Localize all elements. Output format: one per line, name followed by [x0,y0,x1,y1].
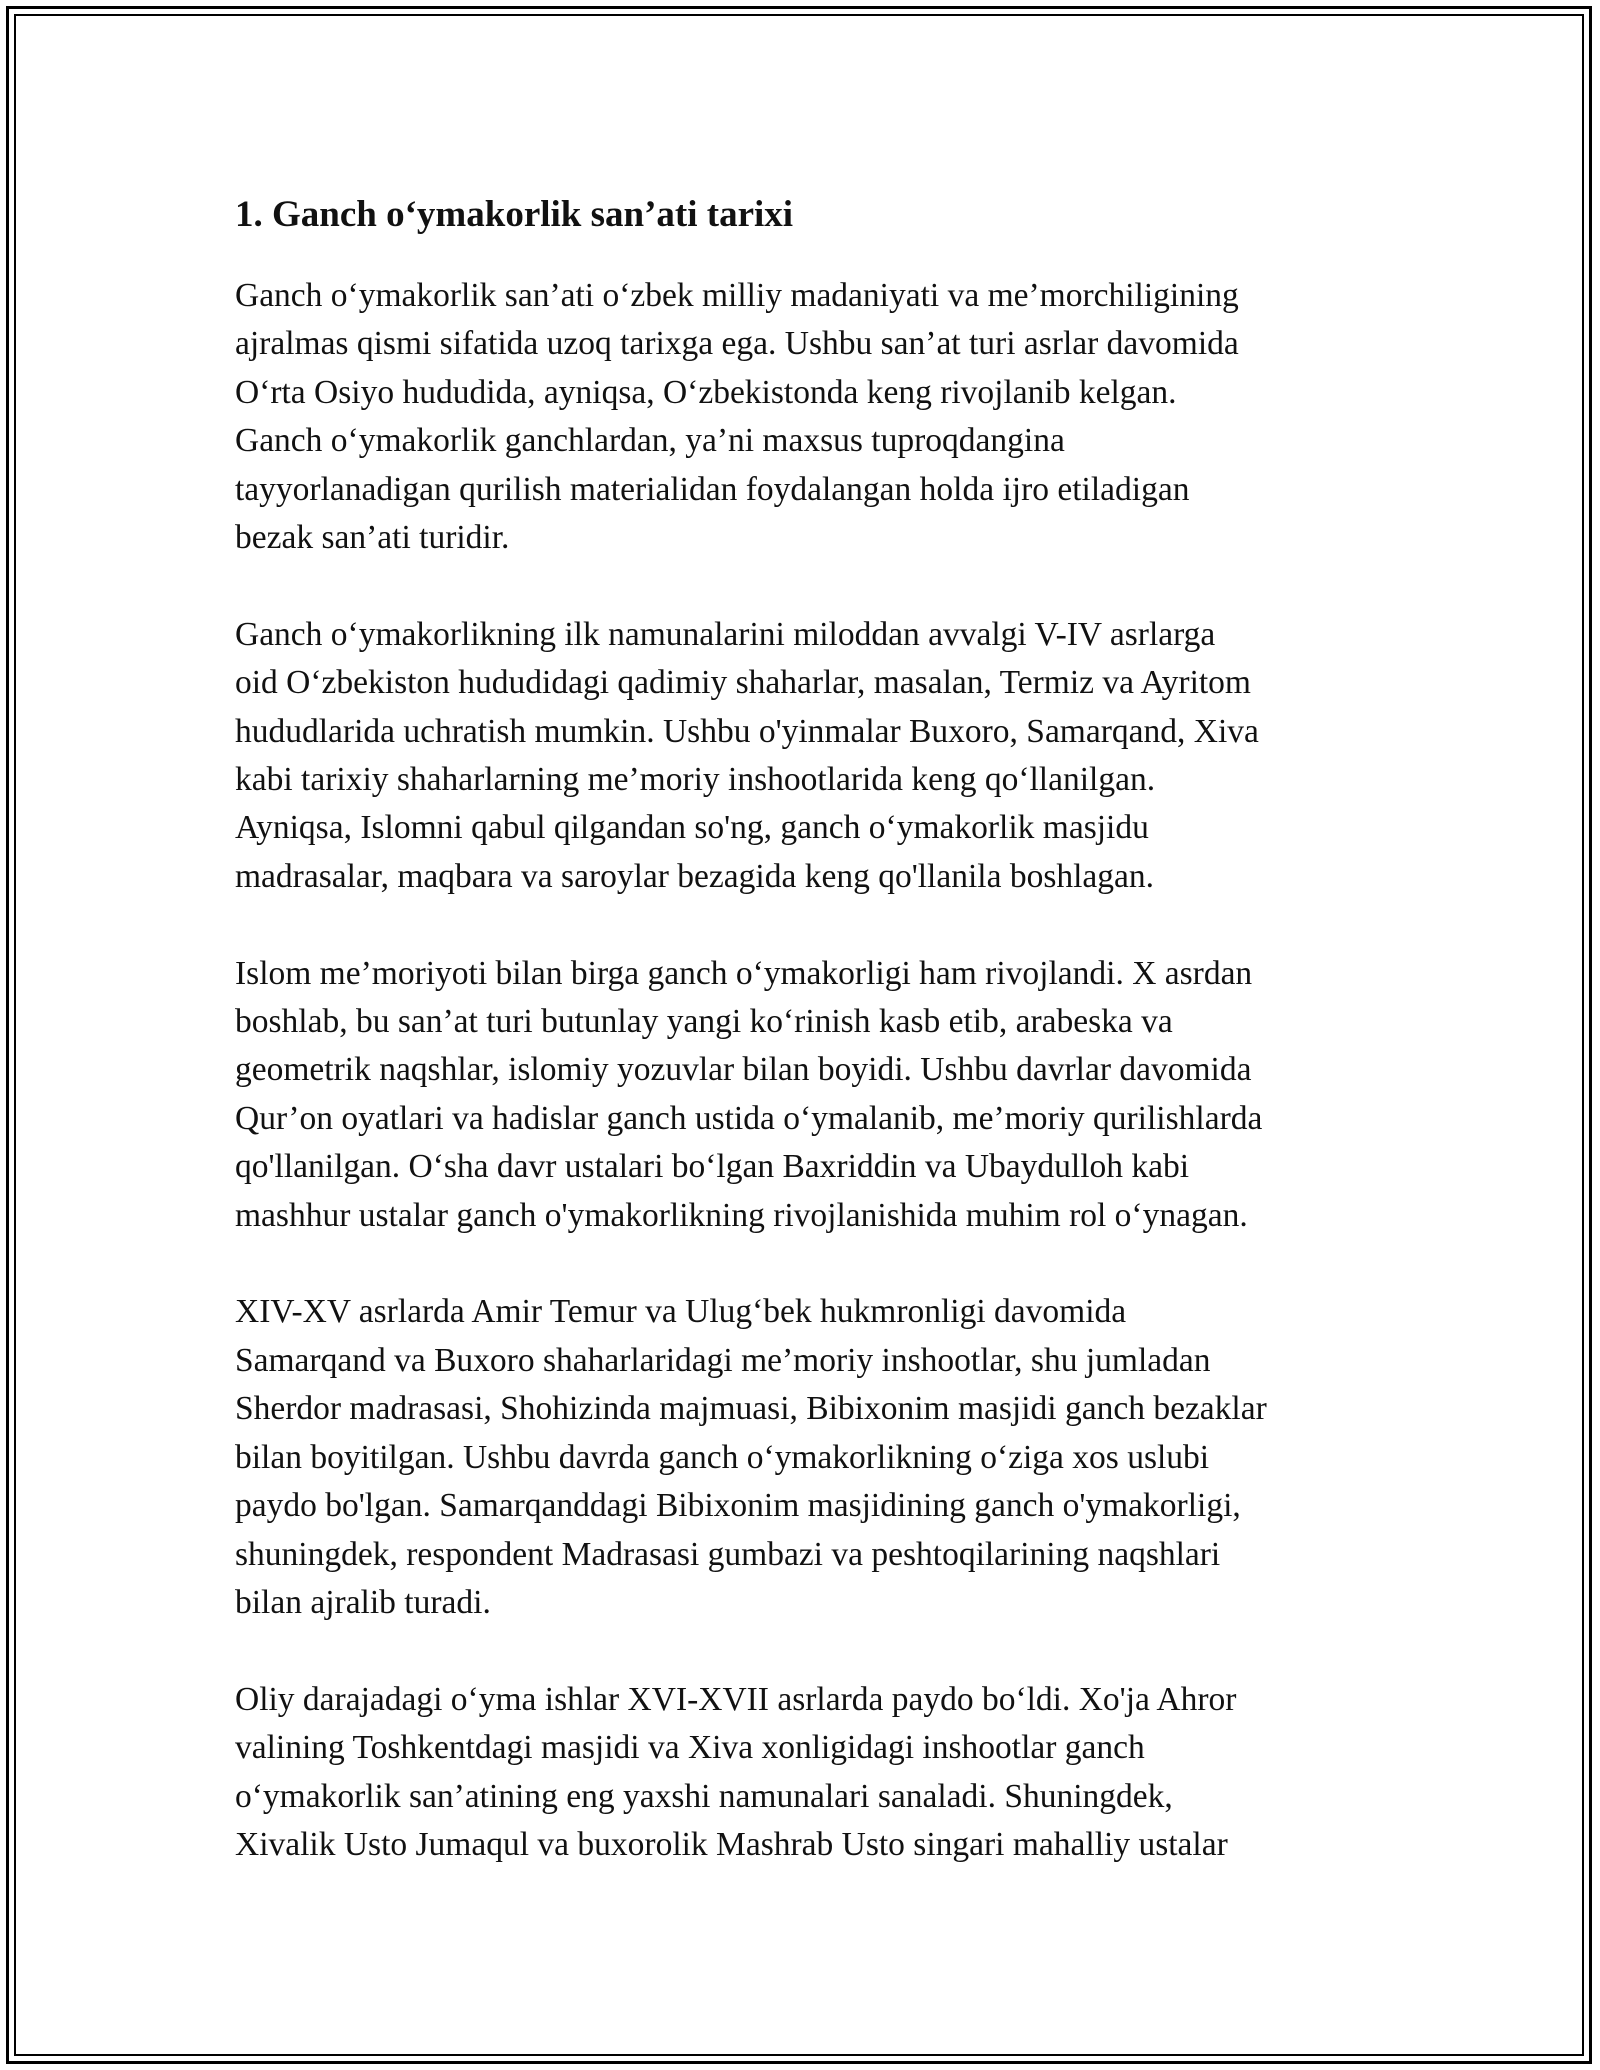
paragraph-line: XIV-XV asrlarda Amir Temur va Ulug‘bek hukmronligi davomida [235,1293,1127,1331]
paragraph-line: Sherdor madrasasi, Shohizinda majmuasi, Bibixonim masjidi ganch bezaklar [235,1390,1267,1428]
paragraph-line: qo'llanilgan. O‘sha davr ustalari bo‘lgan Baxriddin va Ubaydulloh kabi [235,1148,1190,1186]
paragraph-line: Xivalik Usto Jumaqul va buxorolik Mashrab Usto singari mahalliy ustalar [235,1825,1228,1863]
paragraph-line: Ganch o‘ymakorlik san’ati o‘zbek milliy madaniyati va me’morchiligining [235,277,1239,314]
paragraph-line: Samarqand va Buxoro shaharlaridagi me’moriy inshootlar, shu jumladan [235,1341,1211,1379]
paragraph-line: tayyorlanadigan qurilish materialidan foydalangan holda ijro etiladigan [235,470,1190,508]
paragraph [235,950,1365,1240]
paragraph-line: paydo bo'lgan. Samarqanddagi Bibixonim masjidining ganch o'ymakorligi, [235,1487,1241,1525]
paragraph [235,1676,1365,1870]
paragraph-line: kabi tarixiy shaharlarning me’moriy inshootlarida keng qo‘llanilgan. [235,761,1156,799]
paragraph [235,272,1365,562]
paragraph-line: bilan ajralib turadi. [235,1583,491,1621]
paragraph-line: oid O‘zbekiston hududidagi qadimiy shaharlar, masalan, Termiz va Ayritom [235,664,1251,702]
paragraph-line: Qur’on oyatlari va hadislar ganch ustida o‘ymalanib, me’moriy qurilishlarda [235,1099,1263,1137]
paragraph-line: madrasalar, maqbara va saroylar bezagida keng qo'llanila boshlagan. [235,857,1155,895]
paragraph-line: geometrik naqshlar, islomiy yozuvlar bilan boyidi. Ushbu davrlar davomida [235,1051,1252,1089]
paragraph [235,1288,1365,1627]
paragraph-line: mashhur ustalar ganch o'ymakorlikning rivojlanishida muhim rol o‘ynagan. [235,1196,1248,1234]
paragraph [235,611,1365,901]
paragraph-line: O‘rta Osiyo hududida, ayniqsa, O‘zbekistonda keng rivojlanib kelgan. [235,373,1177,411]
paragraph-line: shuningdek, respondent Madrasasi gumbazi va peshtoqilarining naqshlari [235,1535,1221,1573]
section-heading: 1. Ganch o‘ymakorlik san’ati tarixi [235,194,794,235]
paragraph-line: valining Toshkentdagi masjidi va Xiva xonligidagi inshootlar ganch [235,1729,1145,1767]
paragraph-line: hududlarida uchratish mumkin. Ushbu o'yinmalar Buxoro, Samarqand, Xiva [235,712,1259,750]
paragraph-line: Oliy darajadagi o‘yma ishlar XVI-XVII asrlarda paydo bo‘ldi. Xo'ja Ahror [235,1680,1237,1718]
paragraph-line: Ganch o‘ymakorlik ganchlardan, ya’ni maxsus tuproqdangina [235,422,1065,460]
paragraph-line: Islom me’moriyoti bilan birga ganch o‘ymakorligi ham rivojlandi. X asrdan [235,954,1253,992]
paragraph-line: bilan boyitilgan. Ushbu davrda ganch o‘ymakorlikning o‘ziga xos uslubi [235,1438,1210,1476]
paragraph-line: o‘ymakorlik san’atining eng yaxshi namunalari sanaladi. Shuningdek, [235,1777,1173,1815]
paragraph-line: boshlab, bu san’at turi butunlay yangi ko‘rinish kasb etib, arabeska va [235,1003,1173,1041]
paragraph-list [235,272,1365,1869]
paragraph-line: bezak san’ati turidir. [235,519,510,557]
paragraph-line: Ayniqsa, Islomni qabul qilgandan so'ng, ganch o‘ymakorlik masjidu [235,809,1149,847]
document-body [235,188,1365,1918]
paragraph-line: ajralmas qismi sifatida uzoq tarixga ega. Ushbu san’at turi asrlar davomida [235,325,1239,363]
paragraph-line: Ganch o‘ymakorlikning ilk namunalarini miloddan avvalgi V-IV asrlarga [235,615,1216,653]
